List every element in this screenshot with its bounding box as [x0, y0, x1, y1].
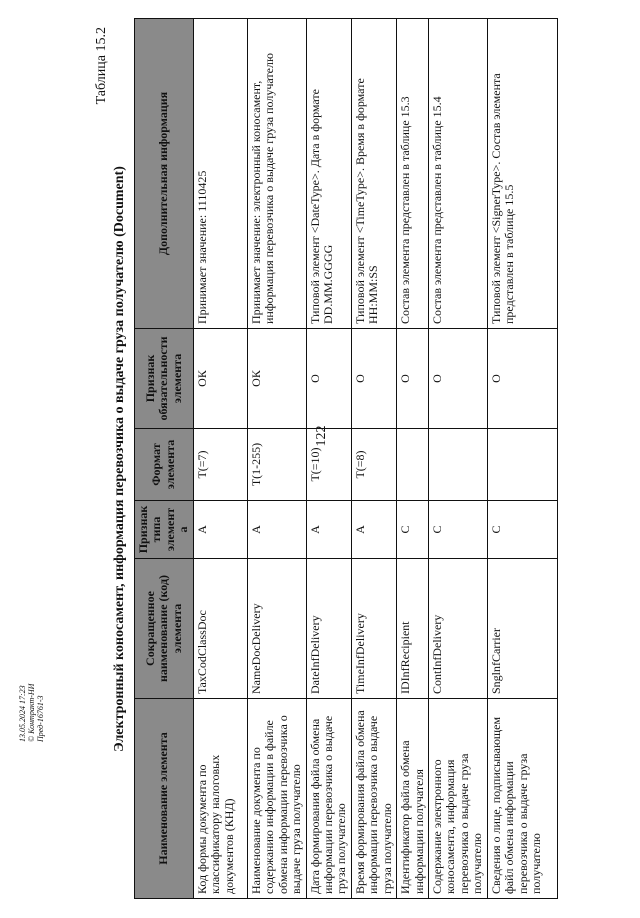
table-caption: Таблица 15.2 [94, 27, 109, 105]
row-code: SnglnfCarrier [487, 559, 557, 699]
row-info: Состав элемента представлен в таблице 15.4 [429, 19, 488, 329]
row-name: Сведения о лице, подписывающем файл обмена информации перевозчика о выдаче груза получателю [487, 699, 557, 899]
row-format [429, 429, 488, 501]
row-code: TaxCodClassDoc [193, 559, 247, 699]
row-name: Код формы документа по классификатору налоговых документов (КНД) [193, 699, 247, 899]
column-header-code: Сокращенное наименование (код) элемента [135, 559, 194, 699]
stamp-line-1: 13.05.2024 17:23 [18, 685, 27, 742]
row-required: О [429, 329, 488, 429]
row-required: О [397, 329, 429, 429]
row-type: С [487, 501, 557, 559]
row-info: Типовой элемент <SignerType>. Состав элемента представлен в таблице 15.5 [487, 19, 557, 329]
table-row [397, 19, 429, 899]
row-name: Содержание электронного коносамента, информация перевозчика о выдаче груза получателю [429, 699, 488, 899]
row-required: О [351, 329, 396, 429]
table-row [487, 19, 557, 899]
row-required: ОК [247, 329, 306, 429]
column-header-format: Формат элемента [135, 429, 194, 501]
document-stamp [18, 646, 46, 742]
table-row [247, 19, 306, 899]
row-name: Идентификатор файла обмена информации получателя [397, 699, 429, 899]
row-info: Типовой элемент <TimeType>. Время в формате HH:MM:SS [351, 19, 396, 329]
table-row [429, 19, 488, 899]
table-row [351, 19, 396, 899]
column-header-required: Признак обязательности элемента [135, 329, 194, 429]
row-code: NameDocDelivery [247, 559, 306, 699]
rotated-page-content [94, 19, 640, 899]
row-code: DateInfDelivery [306, 559, 351, 699]
row-code: ContInfDelivery [429, 559, 488, 699]
row-format [397, 429, 429, 501]
row-format: T(1-255) [247, 429, 306, 501]
column-header-type: Признак типа элемента [135, 501, 194, 559]
row-type: А [247, 501, 306, 559]
column-header-name: Наименование элемента [135, 699, 194, 899]
table-row [193, 19, 247, 899]
row-info: Принимает значение: электронный коносамент, информация перевозчика о выдаче груза получателю [247, 19, 306, 329]
row-code: TimeInfDelivery [351, 559, 396, 699]
table-title: Электронный коносамент, информация перевозчика о выдаче груза получателю (Document) [112, 166, 127, 752]
row-type: А [306, 501, 351, 559]
row-type: А [351, 501, 396, 559]
row-type: А [193, 501, 247, 559]
row-code: IDInfRecipient [397, 559, 429, 699]
row-name: Наименование документа по содержанию информации в файле обмена информации перевозчика о выдаче груза получателю [247, 699, 306, 899]
row-format: T(=8) [351, 429, 396, 501]
row-info: Типовой элемент <DateType>. Дата в формате DD.MM.GGGG [306, 19, 351, 329]
row-required: О [487, 329, 557, 429]
row-format: T(=10) [306, 429, 351, 501]
row-type: С [397, 501, 429, 559]
row-required: ОК [193, 329, 247, 429]
column-header-info: Дополнительная информация [135, 19, 194, 329]
row-name: Дата формирования файла обмена информации перевозчика о выдаче груза получателю [306, 699, 351, 899]
row-type: С [429, 501, 488, 559]
row-name: Время формирования файла обмена информации перевозчика о выдаче груза получателю [351, 699, 396, 899]
row-required: О [306, 329, 351, 429]
document-table [134, 18, 558, 899]
row-info: Принимает значение: 1110425 [193, 19, 247, 329]
row-info: Состав элемента представлен в таблице 15.3 [397, 19, 429, 329]
row-format [487, 429, 557, 501]
row-format: T(=7) [193, 429, 247, 501]
table-row [306, 19, 351, 899]
page-number: 122 [314, 425, 329, 447]
stamp-line-2: © Контракт-НИ Пред-16761-3 [27, 683, 46, 742]
table-header-row [135, 19, 194, 899]
